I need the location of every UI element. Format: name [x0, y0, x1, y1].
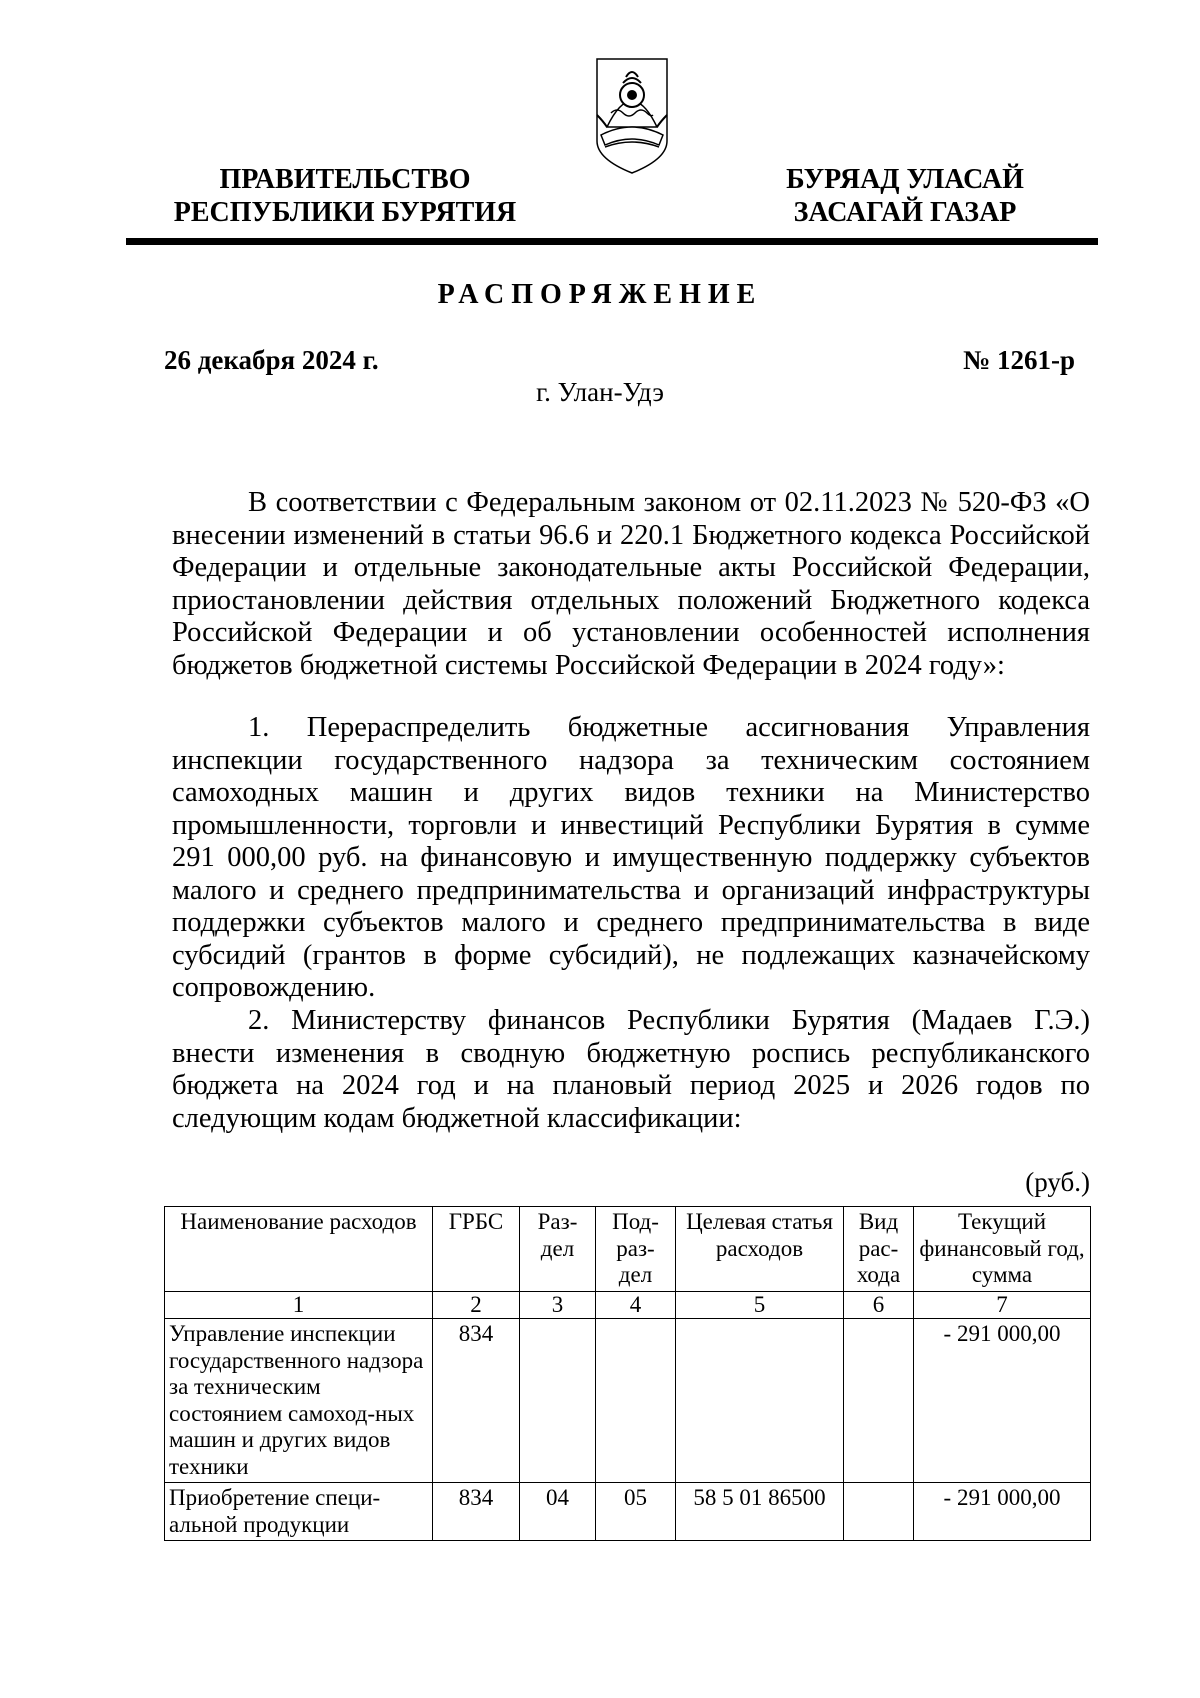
document-number: № 1261-р — [963, 345, 1075, 375]
budget-classification-table — [164, 1206, 1091, 1541]
cell-vid — [844, 1483, 914, 1541]
cell-grbs: 834 — [433, 1483, 520, 1541]
col-number: 7 — [914, 1291, 1091, 1319]
item-2-paragraph: 2. Министерству финансов Республики Бурятия (Мадаев Г.Э.) внести изменения в сводную бюджетную роспись республиканского бюджета на 2024 год и на плановый период 2025 и 2026 годов по следующим кодам бюджетной классификации: — [172, 1005, 1090, 1134]
item-1-paragraph: 1. Перераспределить бюджетные ассигнования Управления инспекции государственного надзора за техническим состоянием самоходных машин и других видов техники на Министерство промышленности, торговли и инвестиций Республики Бурятия в сумме 291 000,00 руб. на финансовую и имущественную поддержку субъектов малого и среднего предпринимательства и организаций инфраструктуры поддержки субъектов малого и среднего предпринимательства в виде субсидий (грантов в форме субсидий), не подлежащих казначейскому сопровождению. — [172, 712, 1090, 1003]
col-number: 1 — [165, 1291, 433, 1319]
col-number: 2 — [433, 1291, 520, 1319]
table-header-row — [165, 1207, 1091, 1292]
col-number: 6 — [844, 1291, 914, 1319]
cell-sum: - 291 000,00 — [914, 1483, 1091, 1541]
coat-of-arms-icon — [593, 55, 671, 177]
cell-name: Управление инспекции государственного надзора за техническим состоянием самоход-ных машин и других видов техники — [165, 1319, 433, 1483]
col-number: 3 — [520, 1291, 596, 1319]
government-name-ru-line1: ПРАВИТЕЛЬСТВО — [219, 164, 471, 195]
government-name-bur-line2: ЗАСАГАЙ ГАЗАР — [793, 197, 1017, 228]
document-title: РАСПОРЯЖЕНИЕ — [437, 279, 763, 310]
table-row — [165, 1483, 1091, 1541]
government-name-russian — [160, 163, 530, 229]
government-name-ru-line2: РЕСПУБЛИКИ БУРЯТИЯ — [173, 197, 517, 228]
cell-razdel — [520, 1319, 596, 1483]
cell-vid — [844, 1319, 914, 1483]
cell-podrazdel — [596, 1319, 676, 1483]
header-divider — [126, 238, 1098, 245]
col-number: 4 — [596, 1291, 676, 1319]
header-razdel: Раз-дел — [520, 1207, 596, 1292]
table-row — [165, 1319, 1091, 1483]
cell-target: 58 5 01 86500 — [676, 1483, 844, 1541]
government-name-bur-line1: БУРЯАД УЛАСАЙ — [786, 164, 1024, 195]
header-vid: Вид рас-хода — [844, 1207, 914, 1292]
header-grbs: ГРБС — [433, 1207, 520, 1292]
header-sum: Текущий финансовый год, сумма — [914, 1207, 1091, 1292]
document-city: г. Улан-Удэ — [536, 377, 664, 407]
table-unit-label: (руб.) — [1025, 1167, 1090, 1197]
column-number-row — [165, 1291, 1091, 1319]
header-podrazdel: Под-раз-дел — [596, 1207, 676, 1292]
cell-sum: - 291 000,00 — [914, 1319, 1091, 1483]
government-name-buryat — [755, 163, 1055, 229]
intro-paragraph: В соответствии с Федеральным законом от 02.11.2023 № 520-ФЗ «О внесении изменений в статьи 96.6 и 220.1 Бюджетного кодекса Российской Федерации и отдельные законодательные акты Российской Федерации, приостановлении действия отдельных положений Бюджетного кодекса Российской Федерации и об установлении особенностей исполнения бюджетов бюджетной системы Российской Федерации в 2024 году»: — [172, 487, 1090, 681]
cell-podrazdel: 05 — [596, 1483, 676, 1541]
col-number: 5 — [676, 1291, 844, 1319]
cell-name: Приобретение специ-альной продукции — [165, 1483, 433, 1541]
cell-target — [676, 1319, 844, 1483]
document-date: 26 декабря 2024 г. — [164, 345, 379, 375]
cell-grbs: 834 — [433, 1319, 520, 1483]
header-name: Наименование расходов — [165, 1207, 433, 1292]
header-target: Целевая статья расходов — [676, 1207, 844, 1292]
cell-razdel: 04 — [520, 1483, 596, 1541]
